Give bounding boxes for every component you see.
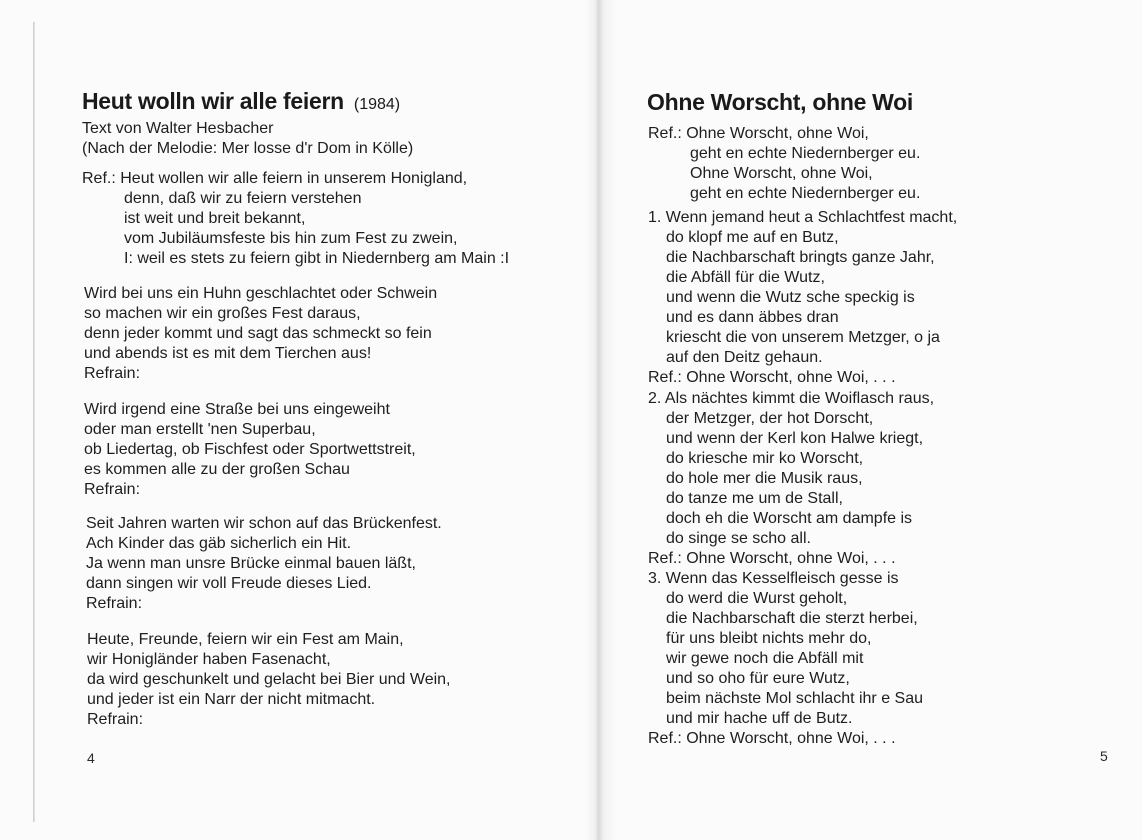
verse-line: und wenn die Wutz sche speckig is	[666, 289, 915, 306]
verse-line: da wird geschunkelt und gelacht bei Bier und Wein,	[87, 671, 451, 688]
verse-line: wir gewe noch die Abfäll mit	[666, 650, 864, 667]
verse-line: und so oho für eure Wutz,	[666, 670, 850, 687]
verse-line: doch eh die Worscht am dampfe is	[666, 510, 913, 527]
song-year: (1984)	[353, 96, 401, 113]
verse-line: do werd die Wurst geholt,	[666, 590, 848, 607]
page-number-right: 5	[1100, 748, 1108, 764]
verse-line: die Nachbarschaft die sterzt herbei,	[666, 610, 918, 627]
verse-line: so machen wir ein großes Fest daraus,	[84, 305, 361, 322]
verse-block	[84, 400, 416, 500]
verse-line: ob Liedertag, ob Fischfest oder Sportwettstreit,	[84, 441, 416, 458]
refrain-reference: Ref.: Ohne Worscht, ohne Woi, . . .	[648, 369, 896, 386]
verse-line: Refrain:	[86, 595, 143, 612]
verse-line: wir Honigländer haben Fasenacht,	[87, 651, 331, 668]
verse-line: do singe se scho all.	[666, 530, 811, 547]
verse-line: Refrain:	[84, 365, 141, 382]
verse-line: es kommen alle zu der großen Schau	[84, 461, 350, 478]
verse-block	[648, 389, 934, 569]
verse-line: die Abfäll für die Wutz,	[666, 269, 825, 286]
song-title-right: Ohne Worscht, ohne Woi	[647, 89, 913, 115]
refrain-reference: Ref.: Ohne Worscht, ohne Woi, . . .	[648, 730, 896, 747]
refrain-reference: Ref.: Ohne Worscht, ohne Woi, . . .	[648, 550, 896, 567]
verse-line: Heute, Freunde, feiern wir ein Fest am Main,	[87, 631, 404, 648]
refrain-block-right	[648, 124, 920, 204]
song-title-left	[82, 88, 400, 115]
verse-line: Refrain:	[87, 711, 144, 728]
verse-line: und jeder ist ein Narr der nicht mitmacht.	[87, 691, 376, 708]
refrain-line: geht en echte Niedernberger eu.	[690, 185, 921, 202]
right-page	[616, 0, 1142, 840]
refrain-line: Ohne Worscht, ohne Woi,	[690, 165, 873, 182]
verse-line: für uns bleibt nichts mehr do,	[666, 630, 872, 647]
melody-line: (Nach der Melodie: Mer losse d'r Dom in Kölle)	[82, 140, 414, 157]
verse-block	[84, 284, 437, 384]
verse-line: und es dann äbbes dran	[666, 309, 839, 326]
verse-line: denn jeder kommt und sagt das schmeckt so fein	[84, 325, 432, 342]
refrain-line: vom Jubiläumsfeste bis hin zum Fest zu zwein,	[124, 230, 458, 247]
verse-line: und mir hache uff de Butz.	[666, 710, 853, 727]
verse-line: und wenn der Kerl kon Halwe kriegt,	[666, 430, 924, 447]
verse-line: dann singen wir voll Freude dieses Lied.	[86, 575, 372, 592]
verse-block	[86, 514, 442, 614]
verse-block	[648, 569, 923, 749]
refrain-line: geht en echte Niedernberger eu.	[690, 145, 921, 162]
verse-line: Seit Jahren warten wir schon auf das Brückenfest.	[86, 515, 442, 532]
author-line: Text von Walter Hesbacher	[82, 120, 274, 137]
verse-line: auf den Deitz gehaun.	[666, 349, 823, 366]
verse-line: do hole mer die Musik raus,	[666, 470, 863, 487]
verse-line: kriescht die von unserem Metzger, o ja	[666, 329, 940, 346]
refrain-line: I: weil es stets zu feiern gibt in Niedernberg am Main :I	[124, 250, 510, 267]
refrain-block-left	[82, 169, 509, 269]
verse-line: der Metzger, der hot Dorscht,	[666, 410, 874, 427]
verse-line: do klopf me auf en Butz,	[666, 229, 839, 246]
verse-line: beim nächste Mol schlacht ihr e Sau	[666, 690, 924, 707]
verse-line: 3. Wenn das Kesselfleisch gesse is	[648, 570, 899, 587]
verse-line: do tanze me um de Stall,	[666, 490, 843, 507]
song-credits	[82, 119, 413, 159]
refrain-line: denn, daß wir zu feiern verstehen	[124, 190, 362, 207]
verse-block	[87, 630, 450, 730]
refrain-line: Ref.: Ohne Worscht, ohne Woi,	[648, 125, 869, 142]
verse-line: und abends ist es mit dem Tierchen aus!	[84, 345, 372, 362]
verse-block	[648, 208, 957, 388]
verse-line: 1. Wenn jemand heut a Schlachtfest macht,	[648, 209, 958, 226]
verse-line: Ja wenn man unsre Brücke einmal bauen läßt,	[86, 555, 416, 572]
verse-line: die Nachbarschaft bringts ganze Jahr,	[666, 249, 935, 266]
page-number-left: 4	[87, 750, 95, 766]
verse-line: Wird bei uns ein Huhn geschlachtet oder Schwein	[84, 285, 438, 302]
verse-line: oder man erstellt 'nen Superbau,	[84, 421, 316, 438]
refrain-line: ist weit und breit bekannt,	[124, 210, 306, 227]
verse-line: 2. Als nächtes kimmt die Woiflasch raus,	[648, 390, 935, 407]
verse-line: Ach Kinder das gäb sicherlich ein Hit.	[86, 535, 352, 552]
verse-line: do kriesche mir ko Worscht,	[666, 450, 864, 467]
book-gutter	[586, 0, 616, 840]
refrain-line: Ref.: Heut wollen wir alle feiern in unserem Honigland,	[82, 170, 468, 187]
verse-line: Refrain:	[84, 481, 141, 498]
song-title-text: Heut wolln wir alle feiern	[82, 88, 344, 114]
verse-line: Wird irgend eine Straße bei uns eingeweiht	[84, 401, 390, 418]
